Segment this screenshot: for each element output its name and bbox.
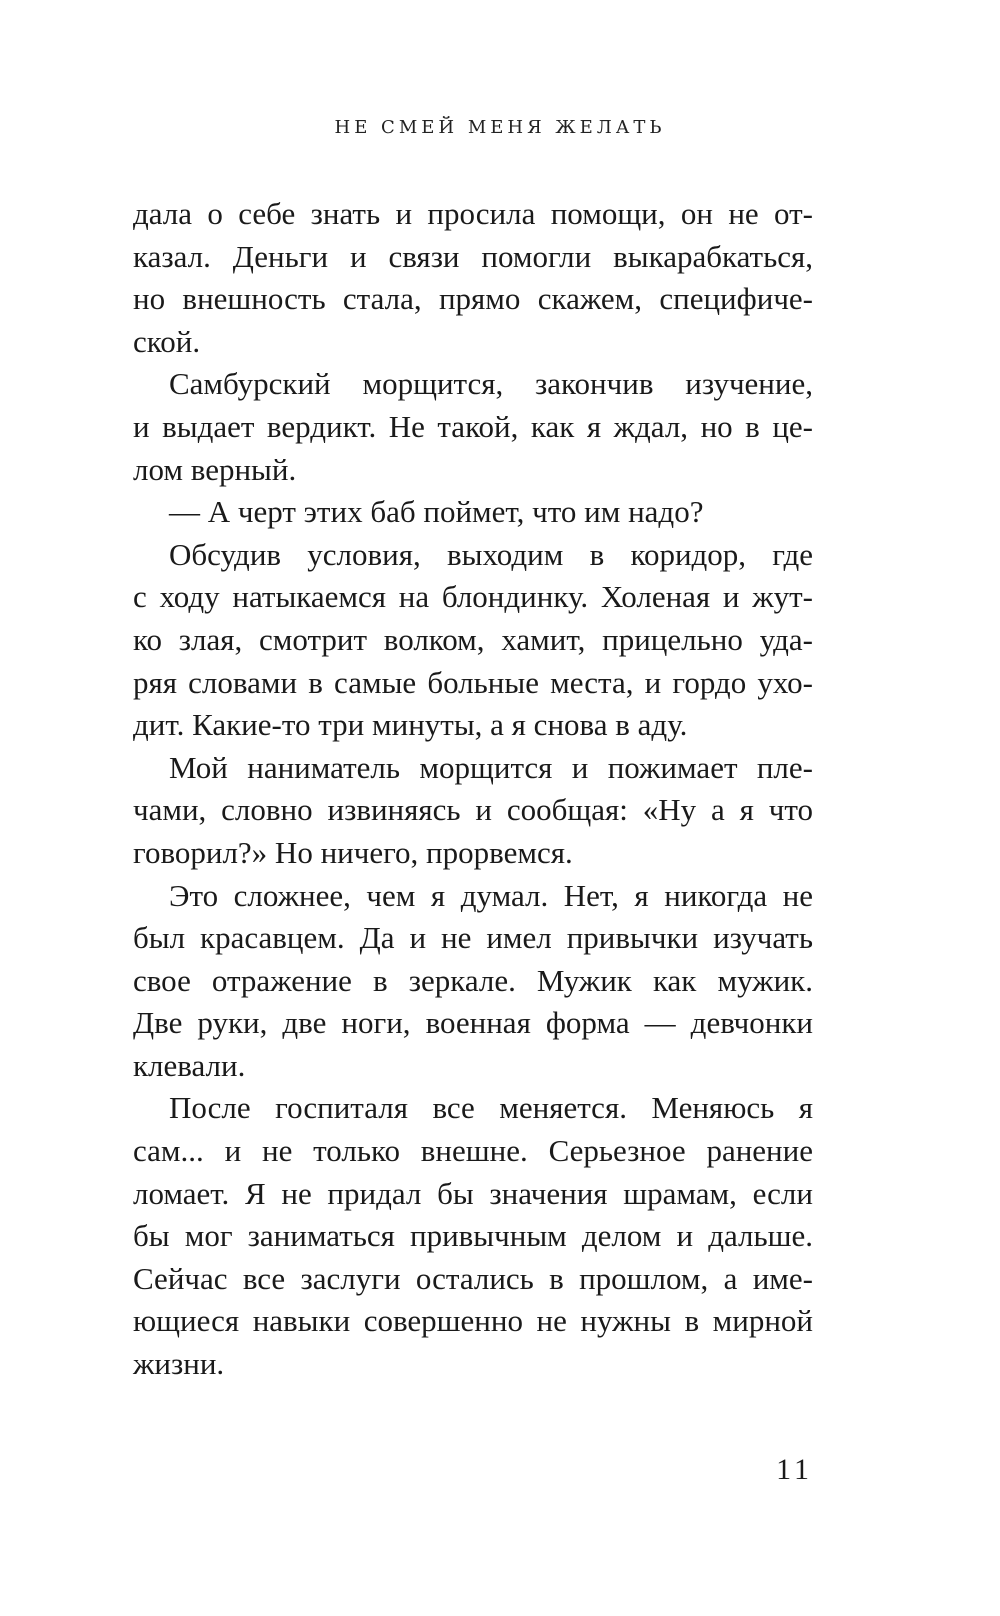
text-line: дит. Какие-то три минуты, а я снова в аду. [133, 707, 688, 743]
text-line: ющиеся навыки совершенно не нужны в мирной [133, 1303, 813, 1339]
text-line: — А черт этих баб поймет, что им надо? [169, 494, 704, 530]
text-line: Две руки, две ноги, военная форма — девчонки [133, 1005, 813, 1041]
text-line: Обсудив условия, выходим в коридор, где [169, 536, 813, 572]
text-line: чами, словно извиняясь и сообщая: «Ну а я что [133, 792, 813, 828]
text-line: лом верный. [133, 451, 297, 487]
text-line: казал. Деньги и связи помогли выкарабкаться, [133, 238, 813, 274]
text-line: с ходу натыкаемся на блондинку. Холеная и жут- [133, 579, 813, 615]
text-line: и выдает вердикт. Не такой, как я ждал, но в це- [133, 408, 813, 444]
text-line: говорил?» Но ничего, прорвемся. [133, 834, 573, 870]
text-line: дала о себе знать и просила помощи, он не от- [133, 196, 813, 231]
text-line: ряя словами в самые больные места, и гордо ухо- [133, 664, 813, 700]
text-line: бы мог заниматься привычным делом и дальше. [133, 1218, 813, 1254]
text-line: был красавцем. Да и не имел привычки изучать [133, 920, 813, 956]
text-line: сам... и не только внешне. Серьезное ранение [133, 1133, 813, 1169]
text-line: Это сложнее, чем я думал. Нет, я никогда не [169, 877, 813, 913]
text-line: ской. [133, 323, 201, 359]
text-line: но внешность стала, прямо скажем, специфиче- [133, 281, 813, 317]
text-line: После госпиталя все меняется. Меняюсь я [169, 1090, 813, 1126]
text-line: Самбурский морщится, закончив изучение, [169, 366, 813, 402]
text-line: ко злая, смотрит волком, хамит, прицельно уда- [133, 621, 813, 657]
text-line: клевали. [133, 1047, 246, 1083]
text-line: Сейчас все заслуги остались в прошлом, а име- [133, 1260, 813, 1296]
text-line: ломает. Я не придал бы значения шрамам, если [133, 1175, 813, 1211]
text-line: жизни. [133, 1346, 225, 1382]
body-text [133, 193, 813, 1386]
text-line: свое отражение в зеркале. Мужик как мужик. [133, 962, 813, 998]
text-line: Мой наниматель морщится и пожимает пле- [169, 749, 813, 785]
running-head-title: НЕ СМЕЙ МЕНЯ ЖЕЛАТЬ [334, 117, 666, 138]
page-number: 11 [776, 1453, 813, 1486]
